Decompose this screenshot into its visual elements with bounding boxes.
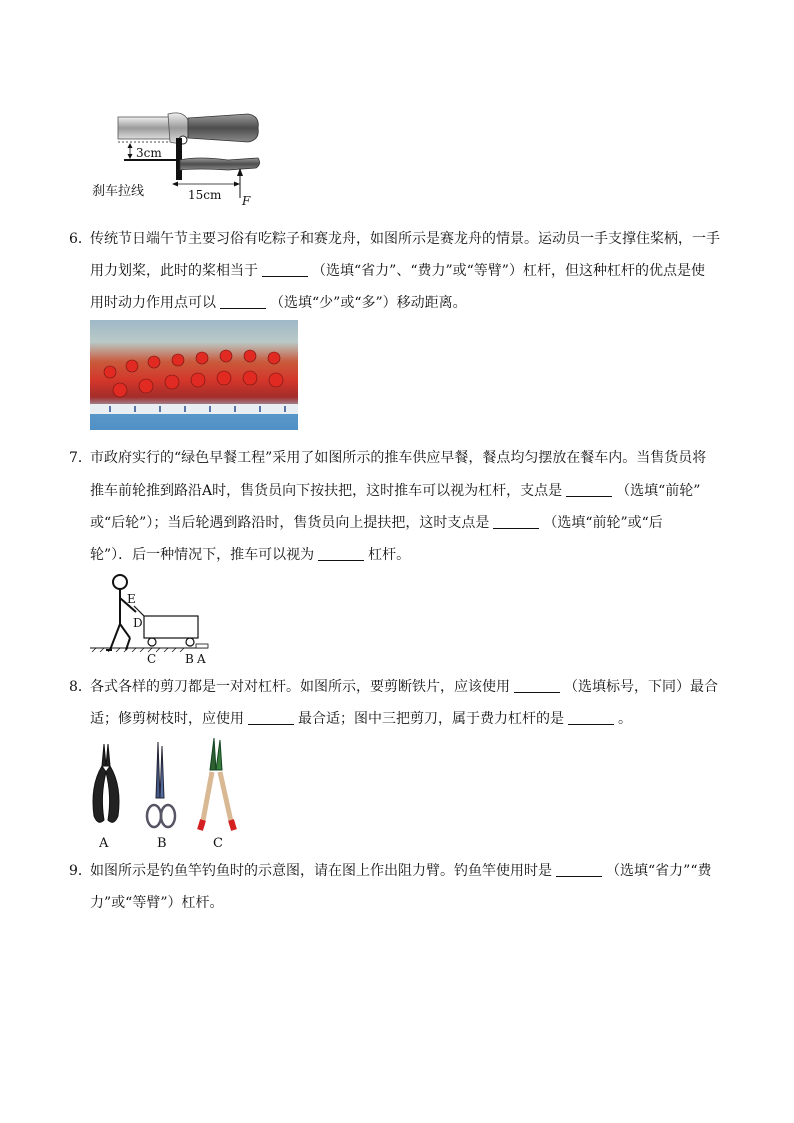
brake-wire-label: 刹车拉线	[92, 184, 145, 199]
q7-line3	[90, 508, 663, 538]
q6-line2-text-a: 用力划桨，此时的桨相当于	[90, 263, 258, 279]
scissors-a	[93, 744, 119, 822]
brake-lever-figure	[88, 108, 268, 208]
scissors-c	[200, 738, 234, 830]
q9-number: 9．	[69, 863, 92, 879]
q9-line1-text-b: （选填“省力”“费	[606, 863, 712, 879]
q7-line2-text-a: 推车前轮推到路沿A时，售货员向下按扶把，这时推车可以视为杠杆，支点是	[90, 483, 563, 499]
q7-line2	[90, 476, 700, 506]
q6-number: 6．	[69, 231, 92, 247]
q6-line3	[90, 288, 467, 318]
q7-line3-text-a: 或“后轮”）；当后轮遇到路沿时，售货员向上提扶把，这时支点是	[90, 515, 490, 531]
q7-blank-1[interactable]	[566, 482, 612, 497]
cart-label-a: A	[197, 652, 206, 666]
dragon-boat-photo	[90, 320, 298, 430]
cart-label-d: D	[133, 616, 143, 630]
scissors-drawing	[86, 736, 246, 852]
scissors-label-c: C	[213, 836, 223, 851]
scissors-figure	[86, 736, 246, 852]
q8-blank-3[interactable]	[568, 710, 614, 725]
q9-line2: 力”或“等臂”）杠杆。	[90, 895, 224, 911]
q8-line2	[90, 704, 632, 734]
q8-line1-text-a: 各式各样的剪刀都是一对对杠杆。如图所示，要剪断铁片，应该使用	[90, 679, 510, 695]
q8-blank-1[interactable]	[514, 678, 560, 693]
q7-line4-text-b: 杠杆。	[368, 547, 411, 563]
scissors-b	[147, 742, 175, 827]
brake-3cm-label: 3cm	[136, 146, 162, 160]
q7-blank-2[interactable]	[493, 514, 539, 529]
q7-line4	[90, 540, 410, 570]
q8-line2-text-a: 适；修剪树枝时，应使用	[90, 711, 244, 727]
q8-line1-text-b: （选填标号，下同）最合	[564, 679, 718, 695]
q6-blank-1[interactable]	[262, 262, 308, 277]
dragon-boat-scene	[90, 320, 298, 430]
q8-number: 8．	[69, 679, 92, 695]
q9-line1-text-a: 如图所示是钓鱼竿钓鱼时的示意图，请在图上作出阻力臂。钓鱼竿使用时是	[90, 863, 552, 879]
q6-line3-text-a: 用时动力作用点可以	[90, 295, 216, 311]
q7-line3-text-b: （选填“前轮”或“后	[543, 515, 663, 531]
q8-line2-text-b: 最合适；图中三把剪刀，属于费力杠杆的是	[298, 711, 564, 727]
q8-line1	[90, 672, 718, 702]
q6-line2-text-b: （选填“省力”、“费力”或“等臂”）杠杆，但这种杠杆的优点是使	[312, 263, 705, 279]
cart-label-b: B	[185, 652, 194, 666]
q7-line1: 市政府实行的“绿色早餐工程”采用了如图所示的推车供应早餐，餐点均匀摆放在餐车内。当售货员将	[90, 450, 707, 466]
q6-line2	[90, 256, 705, 286]
cart-label-c: C	[147, 652, 157, 666]
q7-number: 7．	[69, 450, 92, 466]
q6-line3-text-b: （选填“少”或“多”）移动距离。	[270, 295, 467, 311]
q7-line4-text-a: 轮”）．后一种情况下，推车可以视为	[90, 547, 315, 563]
scissors-label-b: B	[157, 836, 167, 851]
q7-blank-3[interactable]	[318, 546, 364, 561]
q8-line2-text-c: 。	[618, 711, 632, 727]
q9-line1	[90, 856, 711, 886]
brake-15cm-label: 15cm	[188, 188, 222, 202]
q9-blank-1[interactable]	[556, 862, 602, 877]
q6-blank-2[interactable]	[220, 294, 266, 309]
q6-line1: 传统节日端午节主要习俗有吃粽子和赛龙舟，如图所示是赛龙舟的情景。运动员一手支撑住桨柄，一手	[90, 231, 720, 247]
brake-force-label: F	[242, 194, 251, 208]
scissors-label-a: A	[99, 836, 109, 851]
q7-line2-text-b: （选填“前轮”	[616, 483, 701, 499]
cart-figure	[90, 572, 220, 668]
cart-label-e: E	[127, 592, 136, 606]
q8-blank-2[interactable]	[248, 710, 294, 725]
